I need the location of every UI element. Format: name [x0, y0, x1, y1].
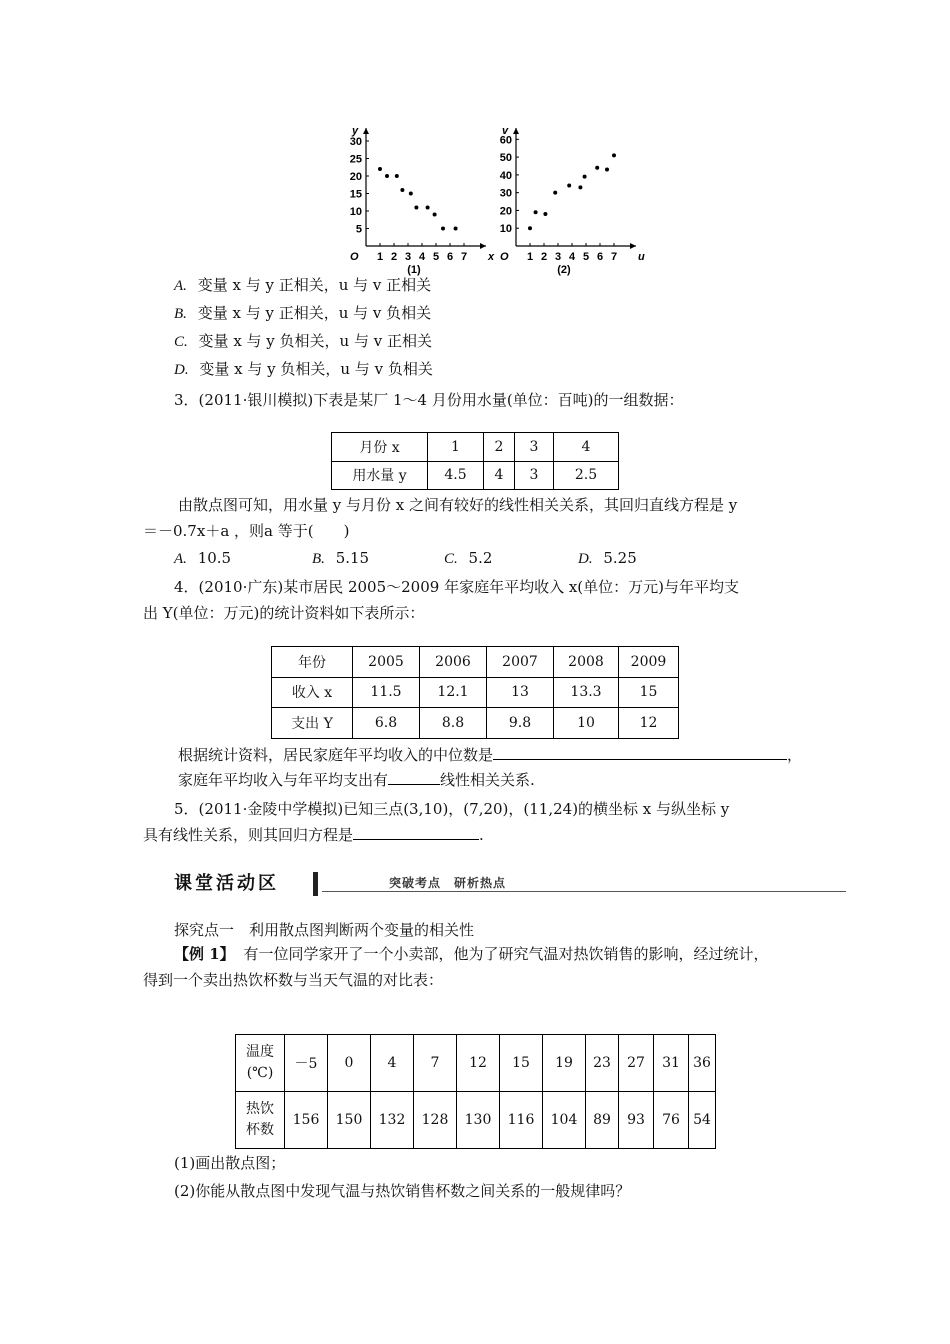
origin-label: O [350, 251, 359, 263]
table-cell: 15 [619, 677, 679, 708]
x-tick-label: 3 [554, 251, 562, 263]
table-cell: 23 [586, 1035, 619, 1092]
data-point [567, 184, 571, 188]
q4-stem-2: 出 Y(单位：万元)的统计资料如下表所示： [143, 604, 425, 622]
section-title: 课堂活动区 [174, 873, 279, 894]
table-cell: 12.1 [420, 677, 487, 708]
example-line-1: 【例 1】 有一位同学家开了一个小卖部，他为了研究气温对热饮销售的影响，经过统计， [174, 945, 769, 963]
answer-blank[interactable] [353, 825, 479, 840]
data-point [583, 175, 587, 179]
q4-text-1: 根据统计资料，居民家庭年平均收入的中位数是 ， [178, 746, 803, 764]
x-tick-label: 3 [404, 251, 412, 263]
x-tick-label: 1 [526, 251, 534, 263]
table-row [332, 433, 619, 462]
x-tick-label: 7 [460, 251, 468, 263]
x-tick-label: 4 [568, 251, 576, 263]
option-c: C. 变量 x 与 y 负相关，u 与 v 正相关 [174, 332, 432, 350]
x-axis-arrow [480, 243, 486, 249]
table-cell: 31 [654, 1035, 689, 1092]
data-point [534, 210, 538, 214]
y-axis-arrow [363, 128, 369, 134]
data-point [426, 206, 430, 210]
section-subtitle: 突破考点 研析热点 [389, 876, 507, 890]
table-cell: 2 [484, 433, 515, 462]
table-cell: 月份 x [332, 433, 428, 462]
table-cell: 6.8 [353, 708, 420, 739]
y-tick-label: 20 [349, 171, 362, 183]
answer-blank[interactable] [493, 745, 787, 760]
data-point [385, 174, 389, 178]
option-a: A. 变量 x 与 y 正相关，u 与 v 正相关 [174, 276, 432, 294]
data-point [409, 192, 413, 196]
q3-stem: 3．(2011·银川模拟)下表是某厂 1～4 月份用水量(单位：百吨)的一组数据： [174, 391, 684, 409]
table-cell: 104 [543, 1092, 586, 1149]
table-row [272, 677, 679, 708]
data-point [605, 168, 609, 172]
q3-text-2: ＝－0.7x＋a ，则a 等于( ) [143, 522, 350, 540]
data-point [414, 206, 418, 210]
table-cell: 36 [689, 1035, 716, 1092]
table-cell: 11.5 [353, 677, 420, 708]
x-axis-label: u [638, 251, 645, 263]
data-point [595, 166, 599, 170]
data-point [378, 167, 382, 171]
table-cell: 年份 [272, 647, 353, 678]
explore-heading: 探究点一 利用散点图判断两个变量的相关性 [174, 921, 475, 939]
sub-question-2: (2)你能从散点图中发现气温与热饮销售杯数之间关系的一般规律吗？ [174, 1182, 631, 1200]
data-point [578, 185, 582, 189]
y-tick-label: 40 [499, 169, 512, 182]
data-point [553, 191, 557, 195]
x-tick-label: 6 [446, 251, 454, 263]
table-cell: 93 [619, 1092, 654, 1149]
x-tick-label: 2 [540, 251, 548, 263]
x-tick-label: 2 [390, 251, 398, 263]
scatter-chart-1 [338, 124, 495, 276]
q4-text-2: 家庭年平均收入与年平均支出有 线性相关关系. [178, 771, 535, 789]
table-cell: 4 [371, 1035, 414, 1092]
table-cell: 2009 [619, 647, 679, 678]
table-cell: 用水量 y [332, 461, 428, 490]
answer-blank[interactable] [388, 770, 440, 785]
table-cell: 89 [586, 1092, 619, 1149]
data-point [454, 227, 458, 231]
data-point [543, 212, 547, 216]
section-banner [174, 872, 846, 896]
q3-option-b: B. 5.15 [312, 549, 370, 567]
table-cell: 3 [515, 433, 554, 462]
table-cell: 收入 x [272, 677, 353, 708]
table-cell: 10 [554, 708, 619, 739]
table-row [272, 708, 679, 739]
table-cell: 支出 Y [272, 708, 353, 739]
q3-text-1: 由散点图可知，用水量 y 与月份 x 之间有较好的线性相关关系，其回归直线方程是 y [178, 496, 738, 514]
y-axis-arrow [513, 128, 519, 134]
table-cell: 116 [500, 1092, 543, 1149]
table-cell: 12 [457, 1035, 500, 1092]
x-tick-label: 4 [418, 251, 426, 263]
q3-option-a: A. 10.5 [174, 549, 232, 567]
x-axis-label: x [488, 251, 495, 263]
row-label-temp: 温度 (℃) [236, 1035, 285, 1092]
table-cell: 1 [428, 433, 484, 462]
y-tick-label: 60 [499, 134, 512, 147]
y-tick-label: 20 [499, 205, 512, 218]
table-cell: 2005 [353, 647, 420, 678]
table-cell: 4.5 [428, 461, 484, 490]
table-cell: 13 [487, 677, 554, 708]
q4-stem-1: 4．(2010·广东)某市居民 2005～2009 年家庭年平均收入 x(单位：万元)与年平均支 [174, 578, 740, 596]
table-cell: 150 [328, 1092, 371, 1149]
sub-question-1: (1)画出散点图； [174, 1154, 286, 1172]
q5-line-2: 具有线性关系，则其回归方程是 . [143, 826, 484, 844]
table-cell: 2006 [420, 647, 487, 678]
example-line-2: 得到一个卖出热饮杯数与当天气温的对比表： [143, 971, 444, 989]
data-point [441, 227, 445, 231]
q3-options [174, 549, 674, 569]
option-d: D. 变量 x 与 y 负相关，u 与 v 负相关 [174, 360, 433, 378]
q3-table [331, 432, 619, 490]
table-cell: 9.8 [487, 708, 554, 739]
y-axis-label: y [352, 125, 359, 137]
table-cell: 8.8 [420, 708, 487, 739]
table-cell: 12 [619, 708, 679, 739]
table-cell: 15 [500, 1035, 543, 1092]
table-cell: 130 [457, 1092, 500, 1149]
table-cell: 2008 [554, 647, 619, 678]
y-tick-label: 10 [349, 206, 362, 218]
x-tick-label: 1 [376, 251, 384, 263]
x-tick-label: 7 [610, 251, 618, 263]
x-axis-arrow [630, 243, 636, 249]
y-tick-label: 10 [499, 223, 512, 236]
data-point [433, 213, 437, 217]
option-b: B. 变量 x 与 y 正相关，u 与 v 负相关 [174, 304, 432, 322]
x-tick-label: 6 [596, 251, 604, 263]
table-cell: 19 [543, 1035, 586, 1092]
y-tick-label: 30 [499, 187, 512, 200]
row-label-cups: 热饮 杯数 [236, 1092, 285, 1149]
x-tick-label: 5 [582, 251, 590, 263]
data-point [528, 226, 532, 230]
q4-table [271, 646, 679, 739]
q5-line-1: 5．(2011·金陵中学模拟)已知三点(3,10)，(7,20)，(11,24)的横坐标 x 与纵坐标 y [174, 800, 730, 818]
chart-caption: (2) [557, 264, 571, 276]
y-tick-label: 15 [349, 188, 362, 201]
scatter-chart-2 [488, 124, 645, 276]
chart-caption: (1) [407, 264, 421, 276]
data-point [612, 153, 616, 157]
table-cell: 0 [328, 1035, 371, 1092]
table-cell: 128 [414, 1092, 457, 1149]
table-row [236, 1035, 716, 1092]
y-tick-label: 30 [349, 136, 362, 148]
data-point [395, 174, 399, 178]
table-cell: 4 [484, 461, 515, 490]
table-row [272, 647, 679, 678]
y-tick-label: 50 [499, 152, 512, 165]
table-cell: 3 [515, 461, 554, 490]
table-cell: 7 [414, 1035, 457, 1092]
table-cell: 2007 [487, 647, 554, 678]
q3-option-c: C. 5.2 [444, 549, 493, 567]
table-cell: －5 [285, 1035, 328, 1092]
table-cell: 13.3 [554, 677, 619, 708]
table-cell: 4 [554, 433, 619, 462]
y-axis-label: v [502, 125, 509, 137]
example-table [235, 1034, 716, 1149]
table-cell: 27 [619, 1035, 654, 1092]
table-cell: 132 [371, 1092, 414, 1149]
origin-label: O [500, 251, 509, 263]
table-cell: 54 [689, 1092, 716, 1149]
table-cell: 76 [654, 1092, 689, 1149]
section-divider [313, 872, 318, 896]
table-cell: 156 [285, 1092, 328, 1149]
x-tick-label: 5 [432, 251, 440, 263]
q3-option-d: D. 5.25 [578, 549, 637, 567]
table-row [332, 461, 619, 490]
section-rule [322, 891, 846, 892]
y-tick-label: 5 [355, 223, 362, 236]
y-tick-label: 25 [349, 153, 362, 166]
data-point [400, 188, 404, 192]
table-cell: 2.5 [554, 461, 619, 490]
table-row [236, 1092, 716, 1149]
